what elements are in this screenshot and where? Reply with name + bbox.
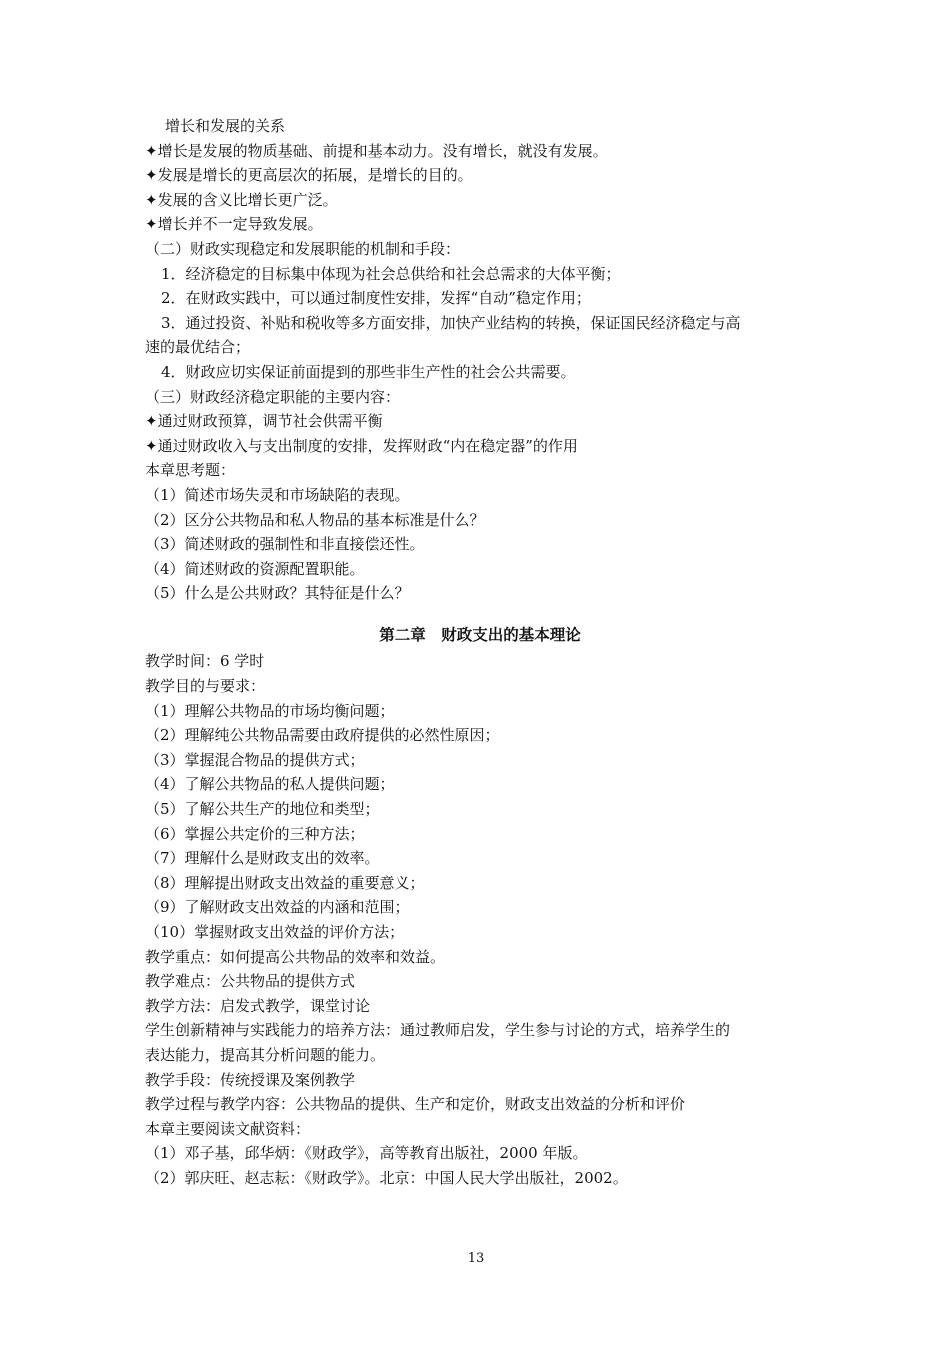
- bullet-line: ✦发展是增长的更高层次的拓展，是增长的目的。: [145, 166, 473, 185]
- bullet-line: ✦通过财政收入与支出制度的安排，发挥财政“内在稳定器”的作用: [145, 436, 578, 455]
- question-item: （3）简述财政的强制性和非直接偿还性。: [145, 535, 425, 554]
- question-item: （5）什么是公共财政？其特征是什么？: [145, 584, 410, 603]
- reading-item: （2）郭庆旺、赵志耘：《财政学》。北京：中国人民大学出版社，2002。: [145, 1168, 628, 1187]
- goal-item: （8）理解提出财政支出效益的重要意义；: [145, 873, 425, 892]
- section-title-mechanism: （二）财政实现稳定和发展职能的机制和手段：: [145, 239, 461, 258]
- question-item: （4）简述财政的资源配置职能。: [145, 559, 365, 578]
- section-title-growth-development: 增长和发展的关系: [165, 117, 286, 135]
- numbered-item-continuation: 速的最优结合；: [145, 338, 251, 357]
- bullet-line: ✦通过财政预算，调节社会供需平衡: [145, 412, 383, 431]
- section-title-stability-content: （三）财政经济稳定职能的主要内容：: [145, 387, 401, 406]
- goal-item: （2）理解纯公共物品需要由政府提供的必然性原因；: [145, 726, 500, 745]
- numbered-item: 1．经济稳定的目标集中体现为社会总供给和社会总需求的大体平衡；: [161, 264, 621, 283]
- goal-item: （5）了解公共生产的地位和类型；: [145, 800, 380, 819]
- teaching-method: 教学方法：启发式教学，课堂讨论: [145, 996, 371, 1015]
- bullet-line: ✦发展的含义比增长更广泛。: [145, 190, 338, 209]
- goal-item: （3）掌握混合物品的提供方式；: [145, 750, 365, 769]
- goal-item: （6）掌握公共定价的三种方法；: [145, 824, 365, 843]
- difficulty: 教学难点：公共物品的提供方式: [145, 972, 356, 991]
- bullet-line: ✦增长是发展的物质基础、前提和基本动力。没有增长，就没有发展。: [145, 141, 608, 160]
- question-item: （1）简述市场失灵和市场缺陷的表现。: [145, 485, 410, 504]
- key-point: 教学重点：如何提高公共物品的效率和效益。: [145, 947, 446, 966]
- numbered-item: 4．财政应切实保证前面提到的那些非生产性的社会公共需要。: [161, 362, 576, 381]
- goal-item: （4）了解公共物品的私人提供问题；: [145, 775, 395, 794]
- innovation-method-continuation: 表达能力，提高其分析问题的能力。: [145, 1045, 386, 1064]
- question-item: （2）区分公共物品和私人物品的基本标准是什么？: [145, 510, 485, 529]
- document-body: [145, 114, 815, 1191]
- numbered-item: 3．通过投资、补贴和税收等多方面安排，加快产业结构的转换，保证国民经济稳定与高: [161, 313, 741, 332]
- goals-title: 教学目的与要求：: [145, 677, 266, 696]
- teaching-means: 教学手段：传统授课及案例教学: [145, 1070, 356, 1089]
- innovation-method: 学生创新精神与实践能力的培养方法：通过教师启发，学生参与讨论的方式，培养学生的: [145, 1021, 731, 1040]
- page-number: 13: [467, 1251, 485, 1266]
- questions-title: 本章思考题：: [145, 461, 236, 480]
- goal-item: （10）掌握财政支出效益的评价方法；: [145, 923, 405, 941]
- readings-title: 本章主要阅读文献资料：: [145, 1119, 311, 1138]
- goal-item: （7）理解什么是财政支出的效率。: [145, 849, 380, 868]
- chapter-heading: 第二章 财政支出的基本理论: [379, 624, 581, 644]
- teaching-process: 教学过程与教学内容：公共物品的提供、生产和定价，财政支出效益的分析和评价: [145, 1095, 686, 1114]
- numbered-item: 2．在财政实践中，可以通过制度性安排，发挥“自动”稳定作用；: [161, 289, 591, 308]
- teaching-time: 教学时间：6 学时: [145, 652, 265, 671]
- goal-item: （9）了解财政支出效益的内涵和范围；: [145, 898, 410, 917]
- reading-item: （1）邓子基，邱华炳：《财政学》，高等教育出版社，2000 年版。: [145, 1144, 588, 1163]
- goal-item: （1）理解公共物品的市场均衡问题；: [145, 701, 395, 720]
- bullet-line: ✦增长并不一定导致发展。: [145, 215, 323, 234]
